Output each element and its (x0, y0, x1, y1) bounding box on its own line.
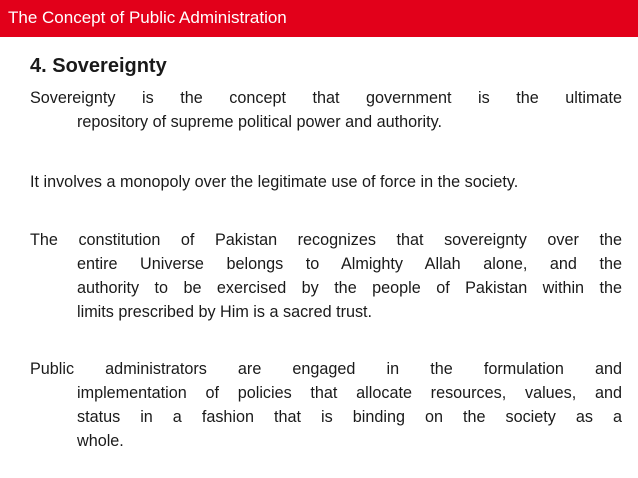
paragraph-monopoly-force (30, 170, 622, 194)
paragraph-line: It involves a monopoly over the legitimate use of force in the society. (30, 173, 519, 191)
slide-header-title: The Concept of Public Administration (8, 8, 287, 27)
header-bar (0, 0, 638, 37)
paragraph-constitution-pakistan (30, 228, 622, 324)
paragraph-line: implementation of policies that allocate resources, values, and (77, 384, 622, 402)
paragraph-line: authority to be exercised by the people of Pakistan within the (77, 279, 622, 297)
paragraph-line: limits prescribed by Him is a sacred trust. (77, 303, 373, 321)
paragraph-line: status in a fashion that is binding on the society as a (77, 408, 622, 426)
paragraph-line: The constitution of Pakistan recognizes that sovereignty over the (30, 231, 622, 249)
paragraph-public-administrators (30, 357, 622, 453)
paragraph-line: repository of supreme political power and authority. (77, 113, 443, 131)
paragraph-line: Sovereignty is the concept that government is the ultimate (30, 89, 622, 107)
section-heading: 4. Sovereignty (30, 55, 167, 77)
paragraph-line: entire Universe belongs to Almighty Allah alone, and the (77, 255, 622, 273)
paragraph-sovereignty-definition (30, 86, 622, 134)
paragraph-line: whole. (77, 432, 124, 450)
paragraph-line: Public administrators are engaged in the formulation and (30, 360, 622, 378)
